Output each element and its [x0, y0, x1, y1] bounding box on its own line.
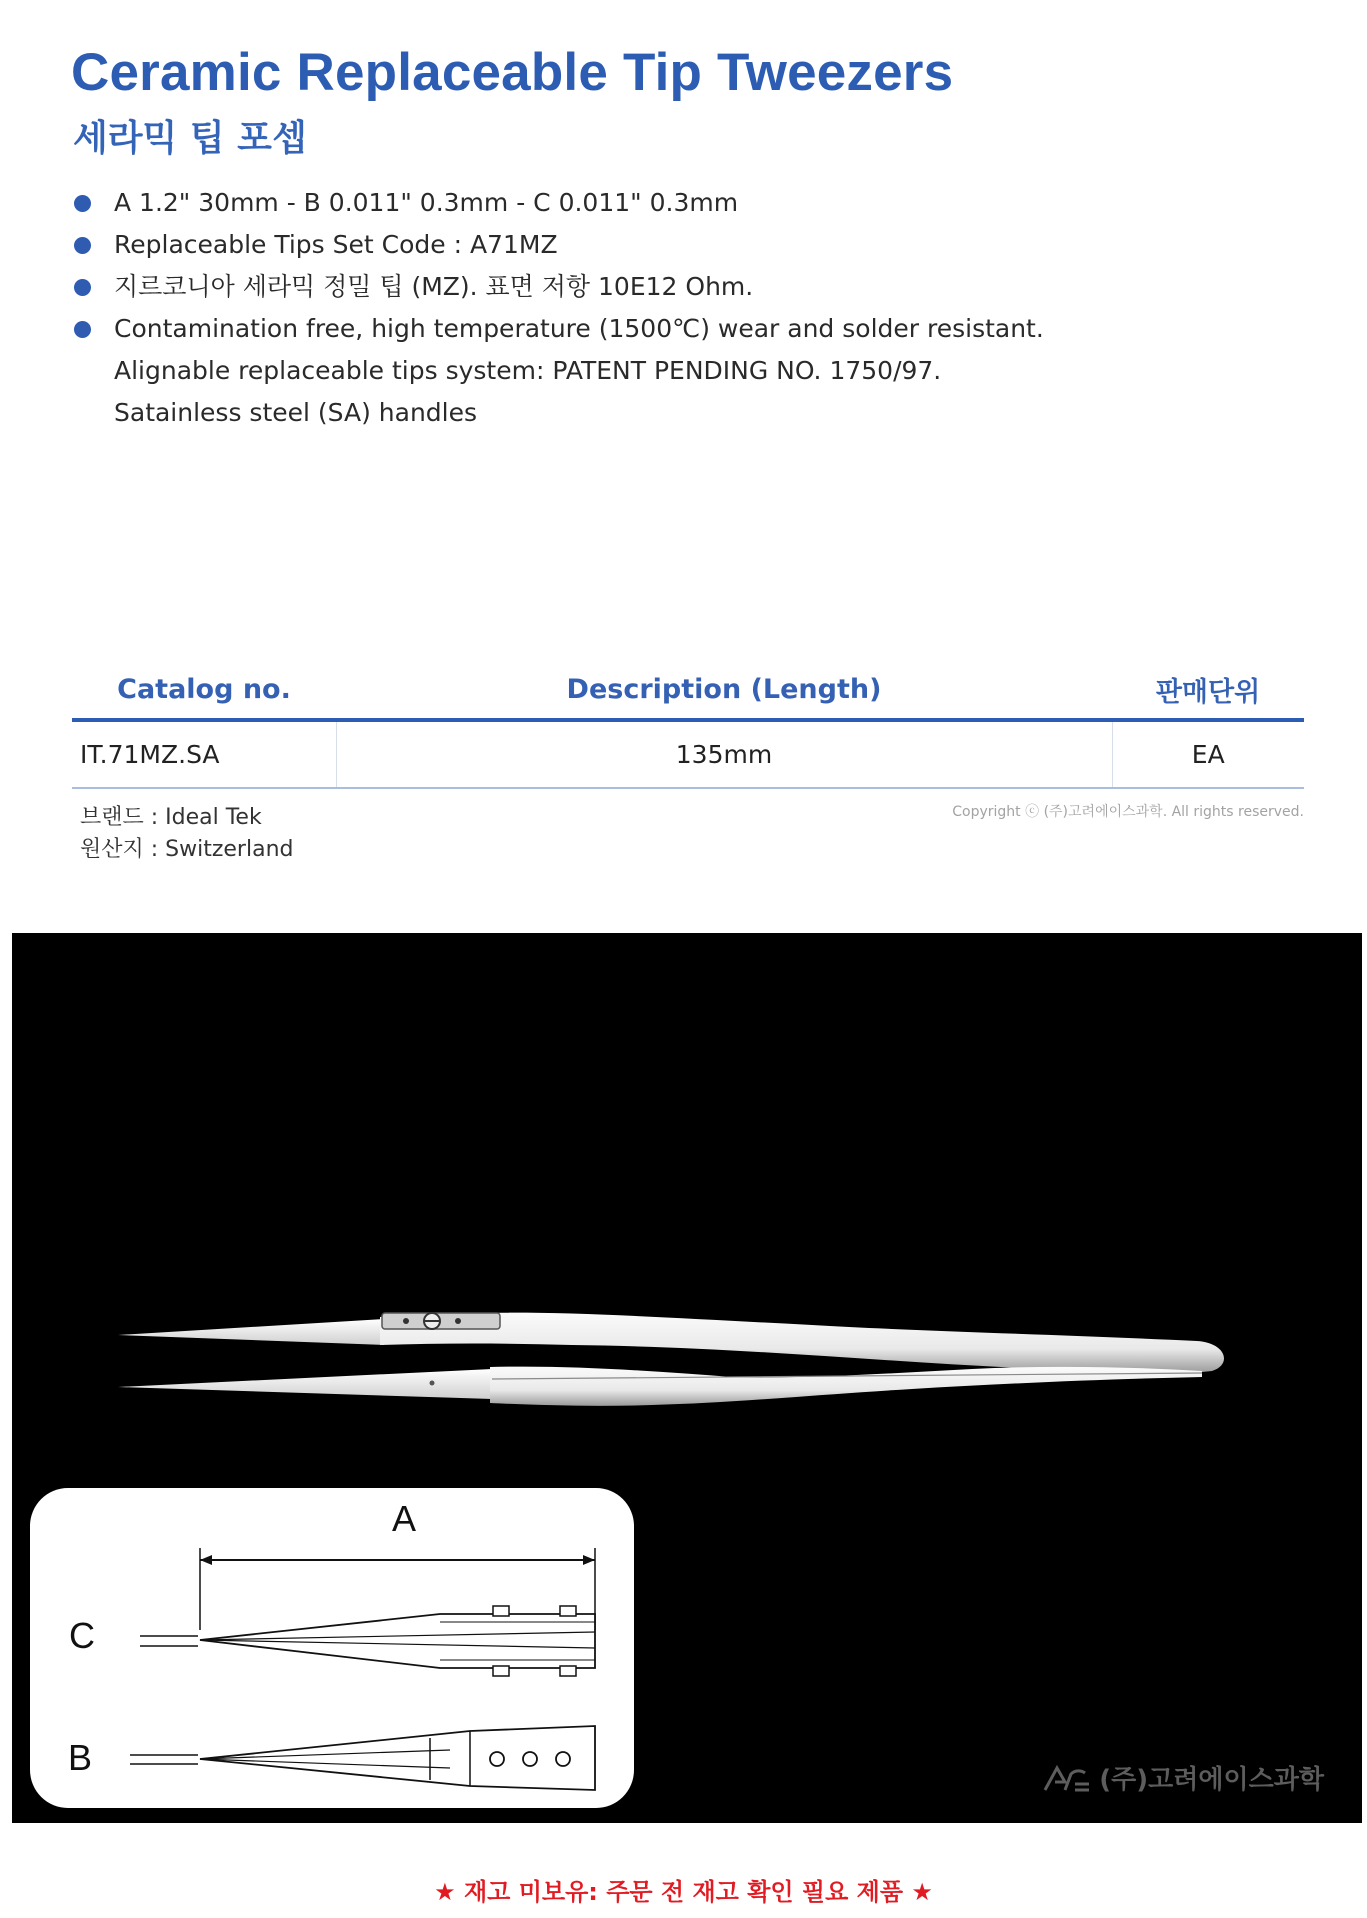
spec-item: [74, 266, 1044, 308]
cell-catalog-no: IT.71MZ.SA: [72, 720, 336, 788]
product-meta: [80, 802, 293, 866]
company-logo: [1043, 1759, 1324, 1796]
label-b: B: [67, 1737, 93, 1778]
spec-item-continued: [74, 392, 1044, 434]
catalog-table: [72, 660, 1304, 789]
spec-list: [74, 182, 1044, 434]
product-photo: [12, 933, 1362, 1823]
stock-notice: ★ 재고 미보유: 주문 전 재고 확인 필요 제품 ★: [434, 1878, 933, 1906]
spec-text: Alignable replaceable tips system: PATENT PENDING NO. 1750/97.: [114, 356, 942, 385]
spec-item: [74, 182, 1044, 224]
spec-text: Contamination free, high temperature (1500℃) wear and solder resistant.: [114, 314, 1044, 343]
dimension-drawing: [30, 1488, 634, 1808]
spec-text: Satainless steel (SA) handles: [114, 398, 478, 427]
table-header-row: [72, 660, 1304, 720]
dimension-diagram: [30, 1488, 634, 1808]
header-description: Description (Length): [336, 660, 1112, 720]
origin-text: 원산지 : Switzerland: [80, 837, 294, 862]
company-name: (주)고려에이스과학: [1099, 1765, 1324, 1795]
spec-text: 지르코니아 세라믹 정밀 팁 (MZ). 표면 저항 10E12 Ohm.: [114, 272, 754, 301]
product-title: Ceramic Replaceable Tip Tweezers: [71, 43, 954, 102]
company-logo-icon: [1043, 1764, 1091, 1792]
spec-text: A 1.2" 30mm - B 0.011" 0.3mm - C 0.011" 0.3mm: [114, 188, 739, 217]
spec-item-continued: [74, 350, 1044, 392]
copyright-text: Copyright ⓒ (주)고려에이스과학. All rights reserved.: [952, 804, 1304, 820]
spec-item: [74, 308, 1044, 350]
cell-sales-unit: EA: [1112, 720, 1304, 788]
header-catalog-no: Catalog no.: [72, 660, 336, 720]
cell-description: 135mm: [336, 720, 1112, 788]
spec-text: Replaceable Tips Set Code : A71MZ: [114, 230, 558, 259]
header-sales-unit: 판매단위: [1112, 660, 1304, 720]
label-a: A: [391, 1498, 417, 1539]
table-row: [72, 720, 1304, 788]
spec-item: [74, 224, 1044, 266]
brand-text: 브랜드 : Ideal Tek: [80, 805, 262, 830]
label-c: C: [69, 1615, 95, 1656]
bullet-dot-icon: [74, 321, 91, 338]
bullet-dot-icon: [74, 195, 91, 212]
bullet-dot-icon: [74, 279, 91, 296]
product-title-korean: 세라믹 팁 포셉: [73, 118, 307, 159]
bullet-dot-icon: [74, 237, 91, 254]
